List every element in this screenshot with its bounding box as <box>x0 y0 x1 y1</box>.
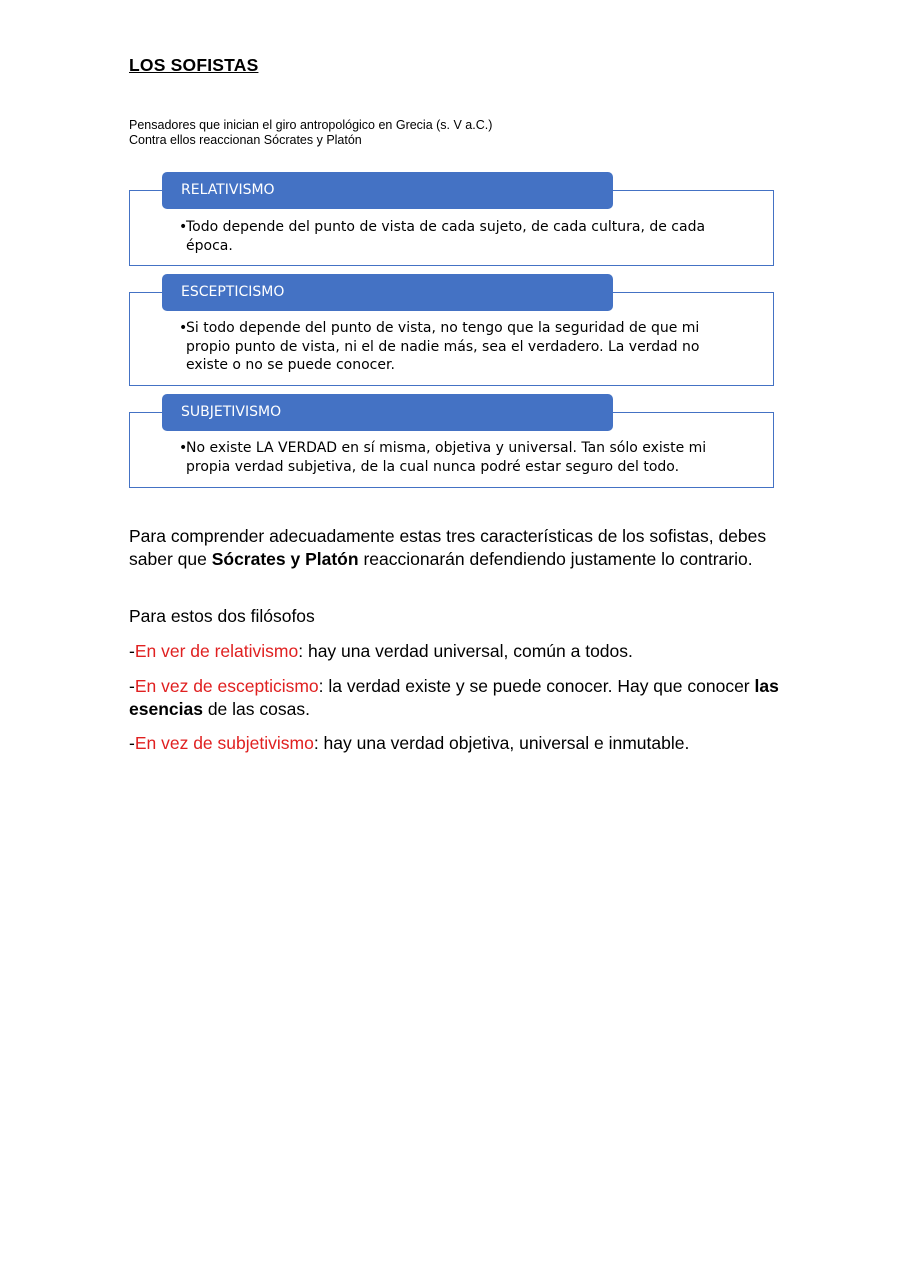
card-label-relativismo: RELATIVISMO <box>162 172 613 209</box>
intro-line-2: Contra ellos reaccionan Sócrates y Platón <box>129 133 362 147</box>
bold-names: Sócrates y Platón <box>211 548 359 569</box>
bullet-icon: • <box>179 440 188 456</box>
card-label-escepticismo: ESCEPTICISMO <box>162 274 613 311</box>
intro-line-1: Pensadores que inician el giro antropológico en Grecia (s. V a.C.) <box>129 118 493 132</box>
contrast-relativismo: -En ver de relativismo: hay una verdad universal, común a todos. <box>129 641 633 661</box>
bullet-icon: • <box>179 320 188 336</box>
contrast-subjetivismo: -En vez de subjetivismo: hay una verdad objetiva, universal e inmutable. <box>129 733 690 753</box>
paragraph-filosofos: Para estos dos filósofos <box>129 606 315 626</box>
contrast-escepticismo: -En vez de escepticismo: la verdad existe y se puede conocer. Hay que conocer las esencias de las cosas. <box>129 676 779 719</box>
page-title: LOS SOFISTAS <box>129 55 259 75</box>
bullet-icon: • <box>179 219 188 235</box>
card-label-subjetivismo: SUBJETIVISMO <box>162 394 613 431</box>
intro-text <box>129 118 492 148</box>
card-text-escepticismo: • Si todo depende del punto de vista, no tengo que la seguridad de que mi propio punto de vista, ni el de nadie más, sea el verdadero. La verdad no existe o no se puede conocer. <box>179 320 700 374</box>
card-text-relativismo: • Todo depende del punto de vista de cada sujeto, de cada cultura, de cada época. <box>179 219 706 254</box>
card-text-subjetivismo: • No existe LA VERDAD en sí misma, objetiva y universal. Tan sólo existe mi propia verdad subjetiva, de la cual nunca podré estar seguro del todo. <box>179 440 707 475</box>
paragraph-intro: Para comprender adecuadamente estas tres características de los sofistas, debes saber que Sócrates y Platón reaccionarán defendiendo justamente lo contrario. <box>129 526 767 569</box>
